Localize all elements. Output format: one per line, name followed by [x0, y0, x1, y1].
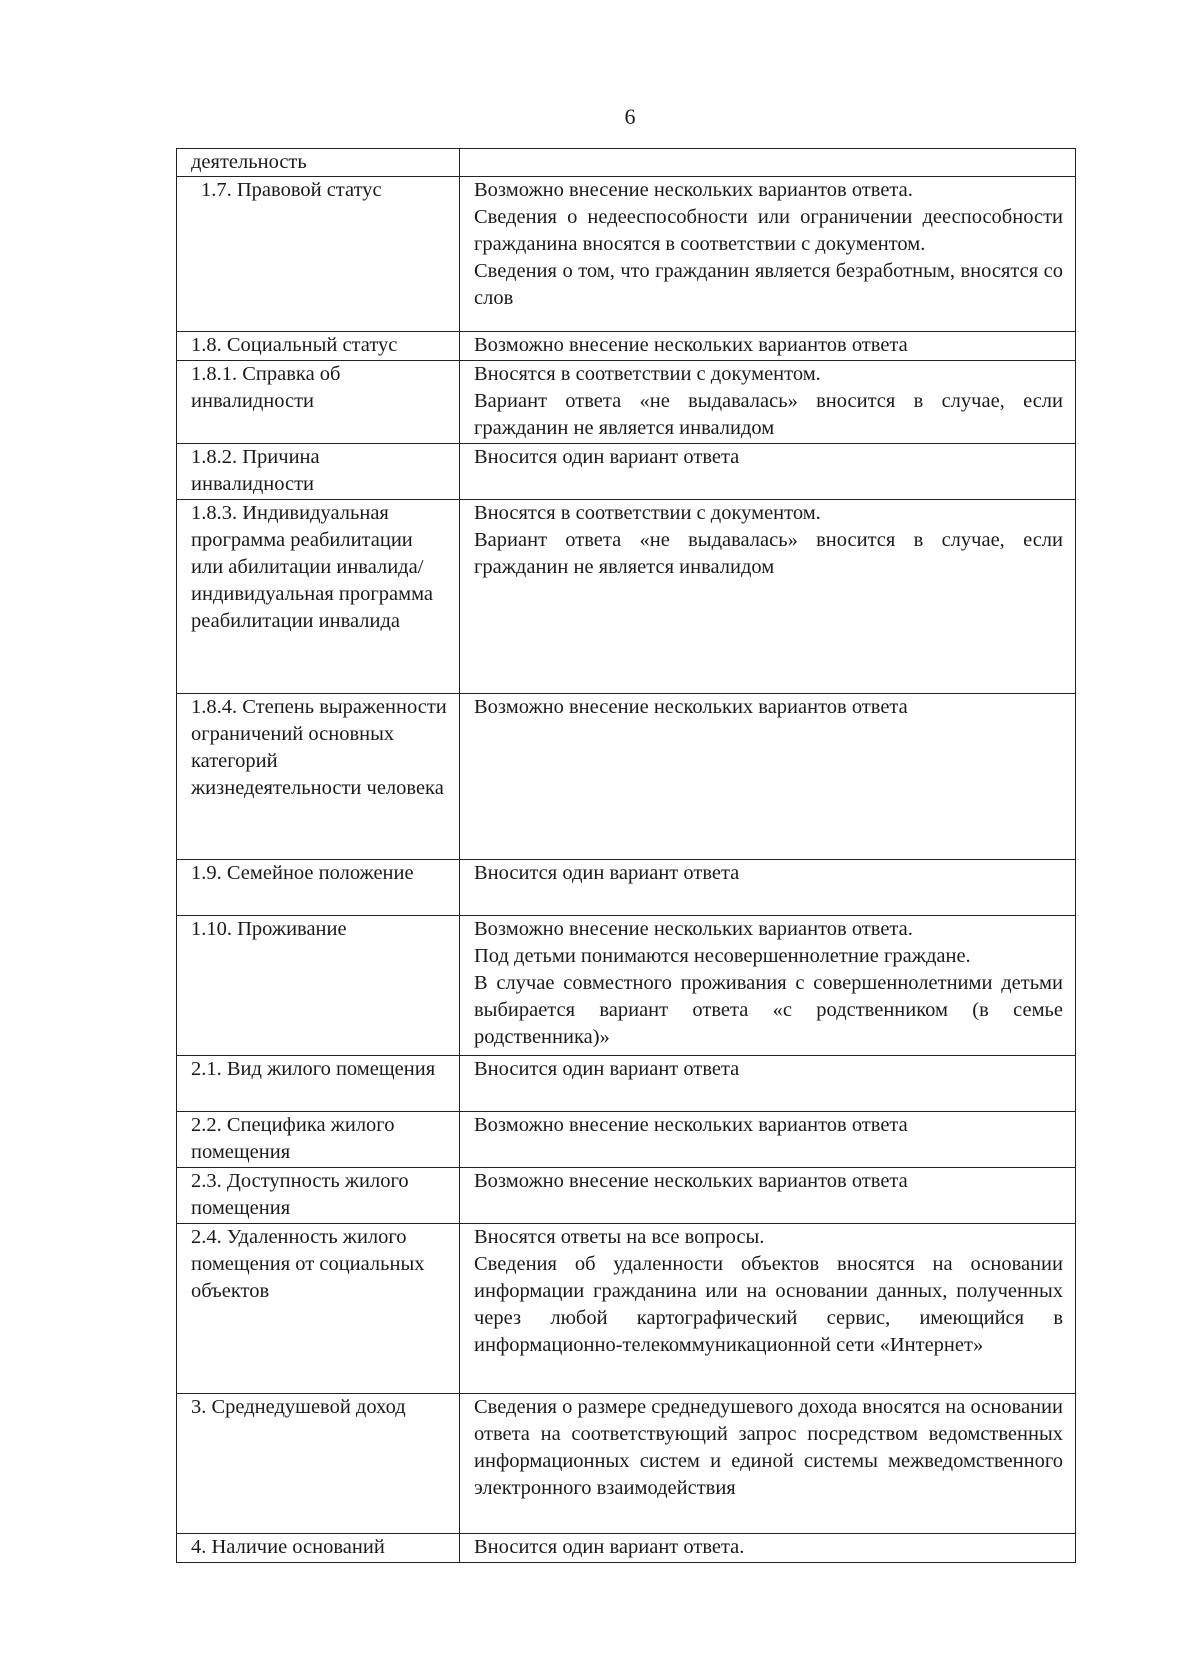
row-text: Вносится один вариант ответа	[474, 1058, 740, 1080]
row-text-cell	[460, 1534, 1076, 1563]
page-number: 6	[624, 104, 636, 129]
row-text: Возможно внесение нескольких вариантов ответа	[474, 1170, 908, 1192]
table-row	[177, 694, 1076, 860]
row-text-cell	[460, 332, 1076, 361]
table-row	[177, 860, 1076, 916]
table-row	[177, 500, 1076, 694]
table-row	[177, 1394, 1076, 1534]
row-label-cell	[177, 149, 460, 177]
row-text: Вносится один вариант ответа.	[474, 1536, 745, 1558]
row-text: Вносится один вариант ответа	[474, 862, 740, 884]
row-label-cell	[177, 1112, 460, 1168]
table-row	[177, 1534, 1076, 1563]
table-row	[177, 1056, 1076, 1112]
row-text: Возможно внесение нескольких вариантов ответа	[474, 334, 908, 356]
row-text-cell	[460, 1056, 1076, 1112]
table-row	[177, 444, 1076, 500]
row-text-cell	[460, 1168, 1076, 1224]
row-label: 4. Наличие оснований	[191, 1536, 385, 1558]
row-text-cell	[460, 1394, 1076, 1534]
row-text: Вносится один вариант ответа	[474, 446, 740, 468]
row-text: Вариант ответа «не выдавалась» вносится в случае, если гражданин не является инвалидом	[474, 390, 1063, 439]
row-text-cell	[460, 500, 1076, 694]
row-text: Возможно внесение нескольких вариантов ответа	[474, 696, 908, 718]
row-text: Возможно внесение нескольких вариантов ответа	[474, 1114, 908, 1136]
row-label: 1.8.3. Индивидуальная программа реабилитации или абилитации инвалида/ индивидуальная программа реабилитации инвалида	[191, 502, 434, 632]
row-label: 1.8.2. Причина инвалидности	[191, 446, 320, 495]
row-label-cell	[177, 361, 460, 444]
row-text-cell	[460, 149, 1076, 177]
row-label: 1.8.4. Степень выраженности ограничений основных категорий жизнедеятельности человека	[191, 696, 447, 799]
table-row	[177, 1168, 1076, 1224]
row-text-cell	[460, 1224, 1076, 1394]
document-table	[176, 148, 1076, 1563]
row-text: В случае совместного проживания с совершеннолетними детьми выбирается вариант ответа «с родственником (в семье родственника)»	[474, 972, 1063, 1048]
row-label-cell	[177, 916, 460, 1056]
table-row	[177, 1112, 1076, 1168]
row-text-cell	[460, 860, 1076, 916]
row-label-cell	[177, 1394, 460, 1534]
row-text: Вносятся ответы на все вопросы.	[474, 1226, 765, 1248]
row-label-cell	[177, 1534, 460, 1563]
row-label: 2.2. Специфика жилого помещения	[191, 1114, 395, 1163]
row-text-cell	[460, 177, 1076, 332]
table-row	[177, 149, 1076, 177]
table-row	[177, 916, 1076, 1056]
row-label-cell	[177, 1224, 460, 1394]
row-text-cell	[460, 1112, 1076, 1168]
row-label: 2.1. Вид жилого помещения	[191, 1058, 436, 1080]
table-row	[177, 332, 1076, 361]
row-text: Возможно внесение нескольких вариантов ответа.	[474, 918, 913, 940]
row-label-cell	[177, 1168, 460, 1224]
row-label-cell	[177, 177, 460, 332]
row-label: 1.8.1. Справка об инвалидности	[191, 363, 341, 412]
row-label: 2.3. Доступность жилого помещения	[191, 1170, 409, 1219]
row-label: 3. Среднедушевой доход	[191, 1396, 406, 1418]
row-text: Возможно внесение нескольких вариантов ответа.	[474, 179, 913, 201]
row-text: Под детьми понимаются несовершеннолетние граждане.	[474, 945, 971, 967]
row-text: Сведения о недееспособности или ограничении дееспособности гражданина вносятся в соответствии с документом.	[474, 206, 1063, 255]
row-text: Сведения об удаленности объектов вносятся на основании информации гражданина или на основании данных, полученных через любой картографический сервис, имеющийся в информационно-телекоммуникационной сети «Интернет»	[474, 1253, 1063, 1356]
row-text-cell	[460, 694, 1076, 860]
row-label-cell	[177, 860, 460, 916]
row-text: Сведения о размере среднедушевого дохода вносятся на основании ответа на соответствующий запрос посредством ведомственных информационных систем и единой системы межведомственного электронного взаимодействия	[474, 1396, 1063, 1499]
row-label: 2.4. Удаленность жилого помещения от социальных объектов	[191, 1226, 425, 1302]
row-label-cell	[177, 444, 460, 500]
row-label: 1.7. Правовой статус	[201, 179, 382, 201]
row-text: Вносятся в соответствии с документом.	[474, 363, 821, 385]
row-label-cell	[177, 332, 460, 361]
row-label: 1.10. Проживание	[191, 918, 347, 940]
row-label: деятельность	[191, 151, 307, 173]
row-text: Вариант ответа «не выдавалась» вносится в случае, если гражданин не является инвалидом	[474, 529, 1063, 578]
row-text: Сведения о том, что гражданин является безработным, вносятся со слов	[474, 260, 1063, 309]
row-text-cell	[460, 361, 1076, 444]
row-text-cell	[460, 444, 1076, 500]
row-text: Вносятся в соответствии с документом.	[474, 502, 821, 524]
row-label-cell	[177, 694, 460, 860]
row-label-cell	[177, 1056, 460, 1112]
row-label-cell	[177, 500, 460, 694]
row-label: 1.9. Семейное положение	[191, 862, 414, 884]
table-row	[177, 1224, 1076, 1394]
row-label: 1.8. Социальный статус	[191, 334, 398, 356]
table-row	[177, 177, 1076, 332]
table-row	[177, 361, 1076, 444]
row-text-cell	[460, 916, 1076, 1056]
